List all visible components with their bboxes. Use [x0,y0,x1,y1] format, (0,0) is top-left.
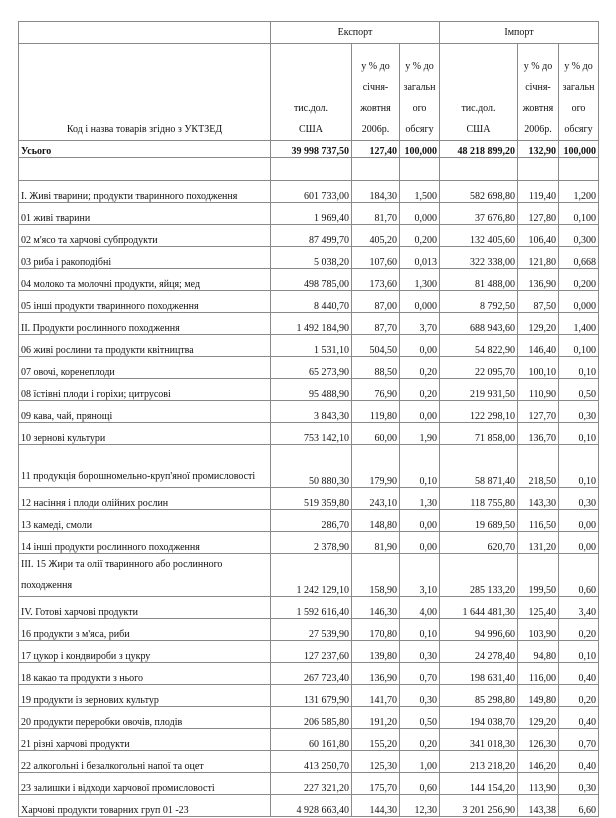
export-value-cell: 50 880,30 [271,445,352,488]
export-share-cell: 0,000 [400,203,440,225]
import-value-cell: 198 631,40 [440,663,518,685]
header-line: ого [571,103,586,114]
import-value-cell: 213 218,20 [440,751,518,773]
table-row [19,357,599,379]
empty-cell [400,158,440,181]
export-share-cell: 1,00 [400,751,440,773]
row-name: 07 овочі, коренеплоди [19,357,271,379]
import-pct-cell: 146,20 [518,751,559,773]
row-name: 01 живі тварини [19,203,271,225]
table-row [19,423,599,445]
import-share-cell: 0,40 [559,751,599,773]
export-share-cell: 0,000 [400,291,440,313]
export-pct-cell: 173,60 [352,269,400,291]
total-row [19,141,599,158]
import-pct-cell: 149,80 [518,685,559,707]
export-pct-cell: 119,80 [352,401,400,423]
export-share-cell: 0,60 [400,773,440,795]
total-import-share: 100,000 [559,141,599,158]
table-row [19,313,599,335]
import-share-cell: 0,30 [559,773,599,795]
row-name: Харчові продукти товарних груп 01 -23 [19,795,271,817]
table-row [19,532,599,554]
import-value-cell: 118 755,80 [440,488,518,510]
export-share-cell: 0,00 [400,335,440,357]
column-header-row [19,44,599,141]
header-line: січня- [362,82,389,93]
row-name: ІІІ. 15 Жири та олії тваринного або рослинного походження [19,554,271,597]
import-value-cell: 8 792,50 [440,291,518,313]
export-value-cell: 8 440,70 [271,291,352,313]
export-value-cell: 4 928 663,40 [271,795,352,817]
import-share-cell: 0,20 [559,685,599,707]
import-pct-cell: 126,30 [518,729,559,751]
header-line: у % до [405,61,434,72]
export-share-cell: 1,500 [400,181,440,203]
import-pct-cell: 106,40 [518,225,559,247]
empty-cell [352,158,400,181]
import-value-cell: 24 278,40 [440,641,518,663]
header-line: 2006р. [361,124,390,135]
export-value-cell: 601 733,00 [271,181,352,203]
import-value-cell: 582 698,80 [440,181,518,203]
export-share-cell: 0,30 [400,641,440,663]
import-pct-cell: 129,20 [518,707,559,729]
table-row [19,445,599,488]
empty-cell [271,158,352,181]
export-value-cell: 5 038,20 [271,247,352,269]
export-pct-cell: 125,30 [352,751,400,773]
export-share-cell: 12,30 [400,795,440,817]
table-row [19,729,599,751]
export-share-cell: 0,30 [400,685,440,707]
export-share-cell: 1,30 [400,488,440,510]
row-name: 13 камеді, смоли [19,510,271,532]
empty-cell [19,158,271,181]
import-value-header [440,44,518,141]
header-line: жовтня [360,103,391,114]
total-export-share: 100,000 [400,141,440,158]
table-row [19,401,599,423]
table-row [19,751,599,773]
header-line: у % до [361,61,390,72]
export-pct-cell: 60,00 [352,423,400,445]
header-line: 2006р. [524,124,552,135]
export-value-cell: 2 378,90 [271,532,352,554]
export-period-pct-header [352,44,400,141]
empty-cell [518,158,559,181]
import-value-cell: 219 931,50 [440,379,518,401]
total-import-value: 48 218 899,20 [440,141,518,158]
row-name: 19 продукти із зернових культур [19,685,271,707]
table-row [19,554,599,597]
export-value-cell: 1 531,10 [271,335,352,357]
export-value-cell: 227 321,20 [271,773,352,795]
export-share-cell: 0,70 [400,663,440,685]
export-pct-cell: 87,00 [352,291,400,313]
import-share-cell: 0,10 [559,641,599,663]
row-name: І. Живі тварини; продукти тваринного походження [19,181,271,203]
import-share-cell: 0,00 [559,532,599,554]
row-name: IV. Готові харчові продукти [19,597,271,619]
row-name: 05 інші продукти тваринного походження [19,291,271,313]
export-value-cell: 95 488,90 [271,379,352,401]
export-pct-cell: 504,50 [352,335,400,357]
import-share-header [559,44,599,141]
import-pct-cell: 116,00 [518,663,559,685]
row-name: 14 інші продукти рослинного походження [19,532,271,554]
import-pct-cell: 127,80 [518,203,559,225]
table-row [19,685,599,707]
row-name: 08 їстівні плоди і горіхи; цитрусові [19,379,271,401]
export-value-cell: 267 723,40 [271,663,352,685]
export-value-cell: 3 843,30 [271,401,352,423]
header-line: обсягу [564,124,593,135]
import-share-cell: 0,60 [559,554,599,597]
import-pct-cell: 100,10 [518,357,559,379]
spacer-row [19,158,599,181]
import-pct-cell: 199,50 [518,554,559,597]
export-share-cell: 3,70 [400,313,440,335]
import-value-cell: 71 858,00 [440,423,518,445]
import-share-cell: 0,30 [559,401,599,423]
table-row [19,225,599,247]
import-share-cell: 0,10 [559,357,599,379]
import-pct-cell: 146,40 [518,335,559,357]
import-value-cell: 322 338,00 [440,247,518,269]
import-share-cell: 0,668 [559,247,599,269]
import-value-cell: 81 488,00 [440,269,518,291]
export-value-cell: 1 242 129,10 [271,554,352,597]
row-name: 12 насіння і плоди олійних рослин [19,488,271,510]
import-value-cell: 58 871,40 [440,445,518,488]
export-share-cell: 4,00 [400,597,440,619]
import-value-cell: 94 996,60 [440,619,518,641]
export-share-cell: 0,00 [400,532,440,554]
import-pct-cell: 143,38 [518,795,559,817]
import-value-cell: 85 298,80 [440,685,518,707]
import-pct-cell: 116,50 [518,510,559,532]
export-share-cell: 1,90 [400,423,440,445]
header-line: США [466,124,491,135]
export-value-cell: 1 969,40 [271,203,352,225]
total-label: Усього [19,141,271,158]
export-pct-cell: 107,60 [352,247,400,269]
table-row [19,619,599,641]
header-line: тис.дол. [293,103,329,114]
export-pct-cell: 81,90 [352,532,400,554]
export-share-cell: 0,10 [400,445,440,488]
import-pct-cell: 127,70 [518,401,559,423]
header-line: у % до [523,61,553,72]
total-export-pct: 127,40 [352,141,400,158]
import-pct-cell: 110,90 [518,379,559,401]
table-row [19,773,599,795]
import-value-cell: 1 644 481,30 [440,597,518,619]
import-share-cell: 0,00 [559,510,599,532]
table-row [19,269,599,291]
export-pct-cell: 158,90 [352,554,400,597]
import-pct-cell: 136,70 [518,423,559,445]
export-share-cell: 3,10 [400,554,440,597]
export-value-cell: 87 499,70 [271,225,352,247]
export-share-cell: 1,300 [400,269,440,291]
import-share-cell: 6,60 [559,795,599,817]
export-share-cell: 0,00 [400,510,440,532]
row-name: 21 різні харчові продукти [19,729,271,751]
header-line: січня- [525,82,551,93]
export-share-cell: 0,200 [400,225,440,247]
row-name: 16 продукти з м'яса, риби [19,619,271,641]
export-share-cell: 0,20 [400,379,440,401]
import-share-cell: 0,100 [559,335,599,357]
export-pct-cell: 136,90 [352,663,400,685]
export-value-cell: 413 250,70 [271,751,352,773]
import-value-cell: 22 095,70 [440,357,518,379]
import-share-cell: 3,40 [559,597,599,619]
export-value-cell: 519 359,80 [271,488,352,510]
header-line: загальн [562,82,595,93]
export-value-cell: 286,70 [271,510,352,532]
import-value-cell: 3 201 256,90 [440,795,518,817]
import-value-cell: 19 689,50 [440,510,518,532]
import-share-cell: 1,400 [559,313,599,335]
import-pct-cell: 218,50 [518,445,559,488]
row-name: 11 продукція борошномельно-круп'яної промисловості [19,445,271,488]
export-pct-cell: 144,30 [352,795,400,817]
import-value-cell: 341 018,30 [440,729,518,751]
import-share-cell: 0,000 [559,291,599,313]
import-value-cell: 144 154,20 [440,773,518,795]
table-row [19,510,599,532]
export-pct-cell: 76,90 [352,379,400,401]
export-share-cell: 0,50 [400,707,440,729]
export-pct-cell: 146,30 [352,597,400,619]
export-pct-cell: 87,70 [352,313,400,335]
export-value-cell: 1 592 616,40 [271,597,352,619]
export-share-cell: 0,00 [400,401,440,423]
export-share-cell: 0,10 [400,619,440,641]
table-row [19,795,599,817]
export-value-cell: 27 539,90 [271,619,352,641]
import-pct-cell: 131,20 [518,532,559,554]
import-value-cell: 194 038,70 [440,707,518,729]
export-value-cell: 60 161,80 [271,729,352,751]
row-name: 23 залишки і відходи харчової промисловості [19,773,271,795]
export-pct-cell: 170,80 [352,619,400,641]
row-name: 06 живі рослини та продукти квітництва [19,335,271,357]
import-pct-cell: 129,20 [518,313,559,335]
export-share-cell: 0,20 [400,729,440,751]
import-pct-cell: 87,50 [518,291,559,313]
table-row [19,641,599,663]
import-pct-cell: 143,30 [518,488,559,510]
export-value-cell: 65 273,90 [271,357,352,379]
export-share-cell: 0,20 [400,357,440,379]
table-row [19,597,599,619]
header-line: тис.дол. [461,103,496,114]
export-pct-cell: 81,70 [352,203,400,225]
header-line: США [299,124,323,135]
import-value-cell: 37 676,80 [440,203,518,225]
import-value-cell: 122 298,10 [440,401,518,423]
export-pct-cell: 155,20 [352,729,400,751]
row-name: 20 продукти переробки овочів, плодів [19,707,271,729]
import-pct-cell: 113,90 [518,773,559,795]
export-pct-cell: 243,10 [352,488,400,510]
row-name: ІІ. Продукти рослинного походження [19,313,271,335]
import-value-cell: 132 405,60 [440,225,518,247]
import-group-header: Імпорт [440,22,599,44]
export-value-cell: 753 142,10 [271,423,352,445]
import-share-cell: 0,70 [559,729,599,751]
import-value-cell: 54 822,90 [440,335,518,357]
export-pct-cell: 184,30 [352,181,400,203]
row-name: 04 молоко та молочні продукти, яйця; мед [19,269,271,291]
total-import-pct: 132,90 [518,141,559,158]
table-row [19,335,599,357]
trade-table [18,21,599,817]
header-line: жовтня [522,103,554,114]
export-pct-cell: 175,70 [352,773,400,795]
import-pct-cell: 94,80 [518,641,559,663]
import-share-cell: 0,200 [559,269,599,291]
import-share-cell: 0,30 [559,488,599,510]
import-share-cell: 1,200 [559,181,599,203]
row-name: 09 кава, чай, прянощі [19,401,271,423]
table-row [19,663,599,685]
export-pct-cell: 179,90 [352,445,400,488]
export-pct-cell: 148,80 [352,510,400,532]
row-name: 18 какао та продукти з нього [19,663,271,685]
header-line: обсягу [405,124,434,135]
row-name: 17 цукор і кондвироби з цукру [19,641,271,663]
import-value-cell: 620,70 [440,532,518,554]
row-name: 03 риба і ракоподібні [19,247,271,269]
export-value-cell: 1 492 184,90 [271,313,352,335]
import-value-cell: 688 943,60 [440,313,518,335]
import-period-pct-header [518,44,559,141]
export-value-cell: 206 585,80 [271,707,352,729]
import-share-cell: 0,100 [559,203,599,225]
export-value-cell: 127 237,60 [271,641,352,663]
export-pct-cell: 141,70 [352,685,400,707]
row-name: 22 алкогольні і безалкогольні напої та оцет [19,751,271,773]
export-group-header: Експорт [271,22,440,44]
table-row [19,707,599,729]
export-pct-cell: 88,50 [352,357,400,379]
empty-cell [559,158,599,181]
row-name: 10 зернові культури [19,423,271,445]
import-pct-cell: 119,40 [518,181,559,203]
import-pct-cell: 121,80 [518,247,559,269]
table-row [19,181,599,203]
import-share-cell: 0,10 [559,423,599,445]
import-pct-cell: 103,90 [518,619,559,641]
header-line: загальн [403,82,436,93]
empty-cell [440,158,518,181]
export-value-header [271,44,352,141]
header-line: у % до [564,61,593,72]
import-pct-cell: 136,90 [518,269,559,291]
table-row [19,379,599,401]
import-share-cell: 0,50 [559,379,599,401]
header-blank-cell [19,22,271,44]
table-row [19,203,599,225]
name-column-header: Код і назва товарів згідно з УКТЗЕД [19,44,271,141]
import-value-cell: 285 133,20 [440,554,518,597]
export-share-header [400,44,440,141]
export-value-cell: 498 785,00 [271,269,352,291]
export-pct-cell: 405,20 [352,225,400,247]
import-share-cell: 0,20 [559,619,599,641]
export-pct-cell: 139,80 [352,641,400,663]
import-share-cell: 0,300 [559,225,599,247]
group-header-row [19,22,599,44]
table-row [19,488,599,510]
export-value-cell: 131 679,90 [271,685,352,707]
export-share-cell: 0,013 [400,247,440,269]
import-share-cell: 0,40 [559,707,599,729]
import-pct-cell: 125,40 [518,597,559,619]
table-row [19,247,599,269]
import-share-cell: 0,10 [559,445,599,488]
table-row [19,291,599,313]
import-share-cell: 0,40 [559,663,599,685]
row-name: 02 м'ясо та харчові субпродукти [19,225,271,247]
header-line: ого [412,103,427,114]
total-export-value: 39 998 737,50 [271,141,352,158]
export-pct-cell: 191,20 [352,707,400,729]
